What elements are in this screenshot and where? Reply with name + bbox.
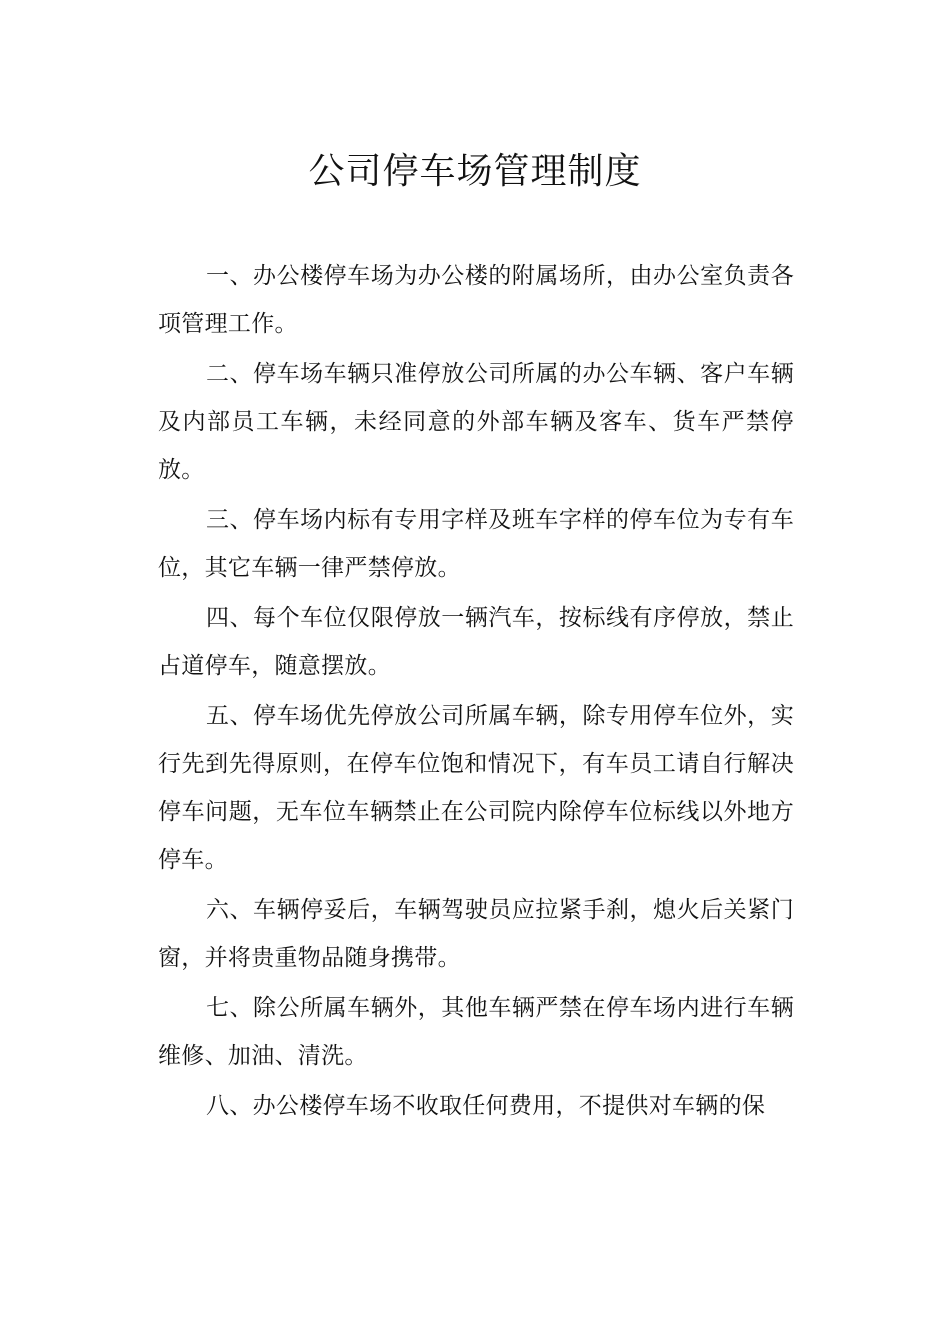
paragraph-5: 五、停车场优先停放公司所属车辆，除专用停车位外，实行先到先得原则，在停车位饱和情况下，有车员工请自行解决停车问题，无车位车辆禁止在公司院内除停车位标线以外地方停车。 [158, 703, 794, 873]
paragraph-6: 六、车辆停妥后，车辆驾驶员应拉紧手刹，熄火后关紧门窗，并将贵重物品随身携带。 [158, 897, 794, 971]
paragraph-7: 七、除公所属车辆外，其他车辆严禁在停车场内进行车辆维修、加油、清洗。 [158, 995, 794, 1069]
document-title: 公司停车场管理制度 [308, 151, 642, 192]
paragraph-4: 四、每个车位仅限停放一辆汽车，按标线有序停放，禁止占道停车，随意摆放。 [158, 605, 794, 679]
paragraph-3: 三、停车场内标有专用字样及班车字样的停车位为专有车位，其它车辆一律严禁停放。 [158, 507, 794, 581]
document-body [158, 252, 794, 1130]
paragraph-8: 八、办公楼停车场不收取任何费用，不提供对车辆的保 [206, 1093, 766, 1119]
paragraph-2: 二、停车场车辆只准停放公司所属的办公车辆、客户车辆及内部员工车辆，未经同意的外部车辆及客车、货车严禁停放。 [158, 361, 794, 483]
paragraph-1: 一、办公楼停车场为办公楼的附属场所，由办公室负责各项管理工作。 [158, 263, 794, 337]
